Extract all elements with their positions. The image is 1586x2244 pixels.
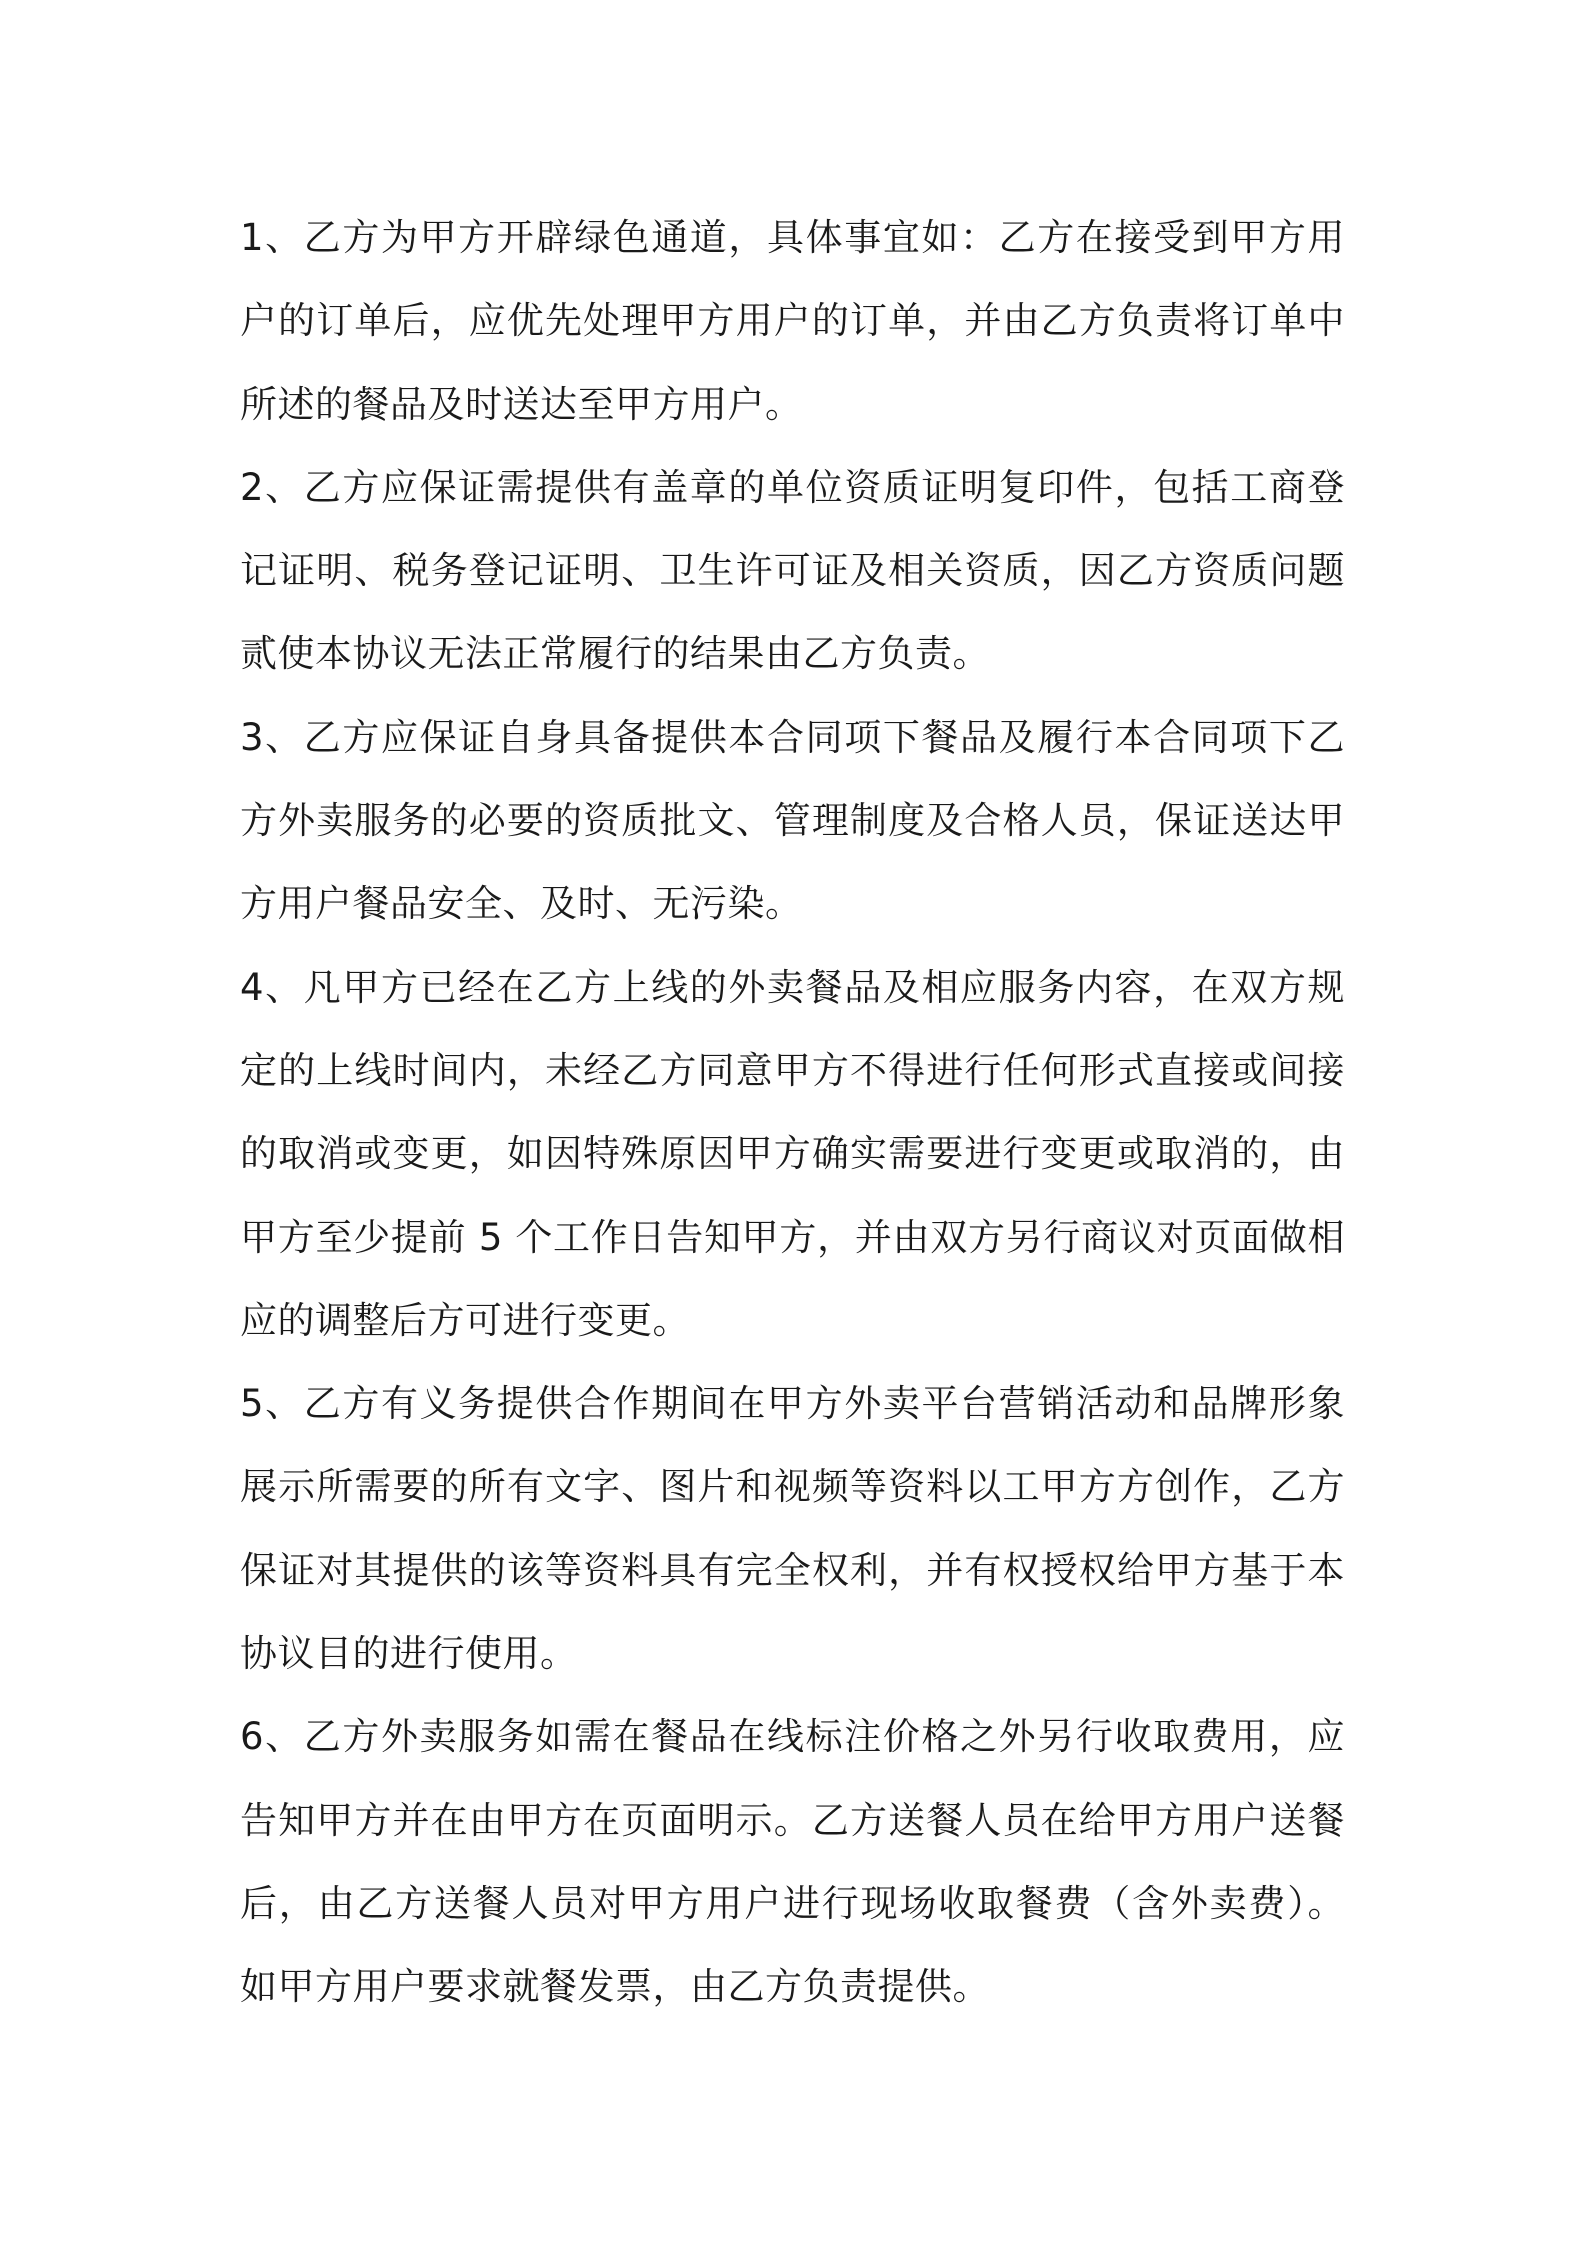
clause-3: 3、乙方应保证自身具备提供本合同项下餐品及履行本合同项下乙方外卖服务的必要的资质批文、管理制度及合格人员，保证送达甲方用户餐品安全、及时、无污染。 — [240, 715, 1345, 926]
clause-1: 1、乙方为甲方开辟绿色通道，具体事宜如：乙方在接受到甲方用户的订单后，应优先处理甲方用户的订单，并由乙方负责将订单中所述的餐品及时送达至甲方用户。 — [240, 216, 1345, 426]
clause-4: 4、凡甲方已经在乙方上线的外卖餐品及相应服务内容，在双方规定的上线时间内，未经乙方同意甲方不得进行任何形式直接或间接的取消或变更，如因特殊原因甲方确实需要进行变更或取消的，由甲方至少提前 5 个工作日告知甲方，并由双方另行商议对页面做相应的调整后方可进行变更。 — [240, 965, 1345, 1342]
document-page — [240, 196, 1345, 2029]
clause-6: 6、乙方外卖服务如需在餐品在线标注价格之外另行收取费用，应告知甲方并在由甲方在页面明示。乙方送餐人员在给甲方用户送餐后，由乙方送餐人员对甲方用户进行现场收取餐费（含外卖费）。如甲方用户要求就餐发票，由乙方负责提供。 — [240, 1715, 1345, 2009]
clause-2: 2、乙方应保证需提供有盖章的单位资质证明复印件，包括工商登记证明、税务登记证明、卫生许可证及相关资质，因乙方资质问题贰使本协议无法正常履行的结果由乙方负责。 — [240, 465, 1345, 676]
clause-5: 5、乙方有义务提供合作期间在甲方外卖平台营销活动和品牌形象展示所需要的所有文字、图片和视频等资料以工甲方方创作，乙方保证对其提供的该等资料具有完全权利，并有权授权给甲方基于本协议目的进行使用。 — [240, 1382, 1345, 1676]
